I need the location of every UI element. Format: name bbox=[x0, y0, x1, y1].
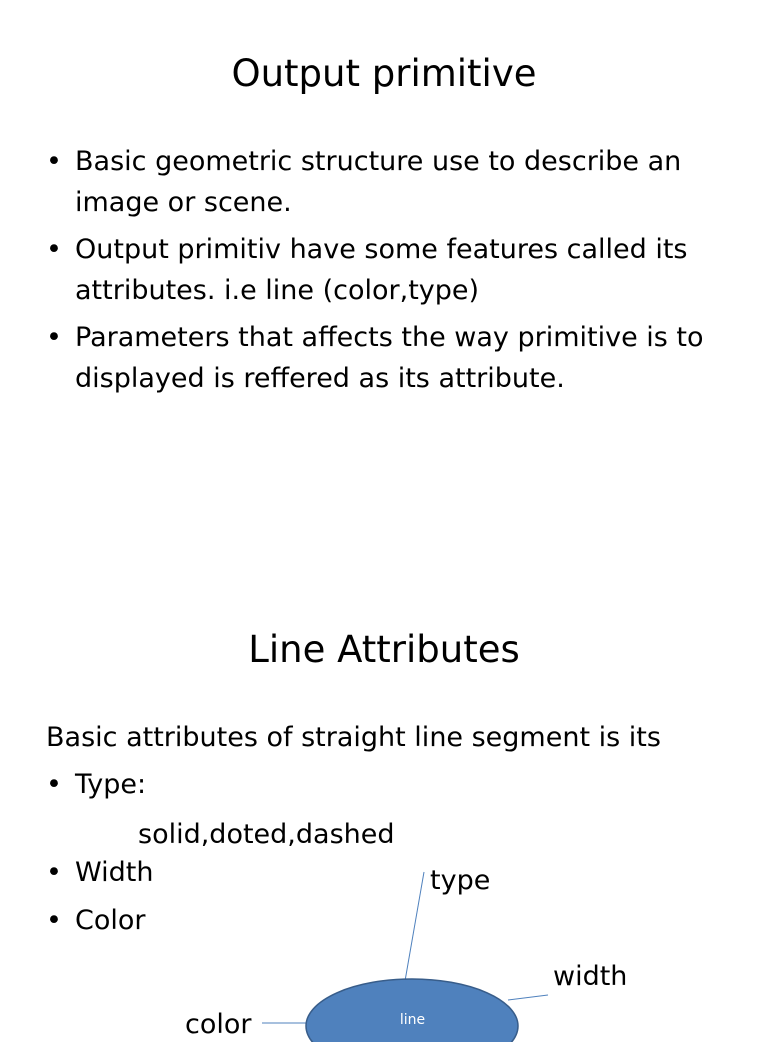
connector-type bbox=[405, 872, 424, 981]
attribute-diagram bbox=[0, 576, 768, 1024]
intro-text: Basic attributes of straight line segment is its bbox=[46, 722, 661, 753]
bullet-item: • Basic geometric structure use to describe an image or scene. bbox=[46, 141, 726, 223]
bullet-item: • Output primitiv have some features called its attributes. i.e line (color,type) bbox=[46, 229, 726, 311]
line-ellipse bbox=[306, 979, 518, 1042]
diagram-label-color: color bbox=[185, 1009, 252, 1040]
slide-line-attributes bbox=[0, 576, 768, 1040]
bullet-item-type: • Type: bbox=[46, 764, 726, 805]
bullet-item-width: • Width bbox=[46, 852, 726, 893]
bullet-item: • Parameters that affects the way primitive is to displayed is reffered as its attribute. bbox=[46, 317, 726, 399]
connector-width bbox=[508, 995, 548, 1000]
bullet-item-color: • Color bbox=[46, 900, 726, 941]
diagram-center-label: line bbox=[399, 1012, 426, 1028]
slide-title: Line Attributes bbox=[248, 628, 520, 671]
slide-title: Output primitive bbox=[231, 52, 537, 95]
diagram-label-type: type bbox=[430, 865, 491, 896]
bullet-list bbox=[46, 141, 726, 405]
type-values: solid,doted,dashed bbox=[138, 819, 395, 850]
diagram-label-width: width bbox=[553, 961, 628, 992]
